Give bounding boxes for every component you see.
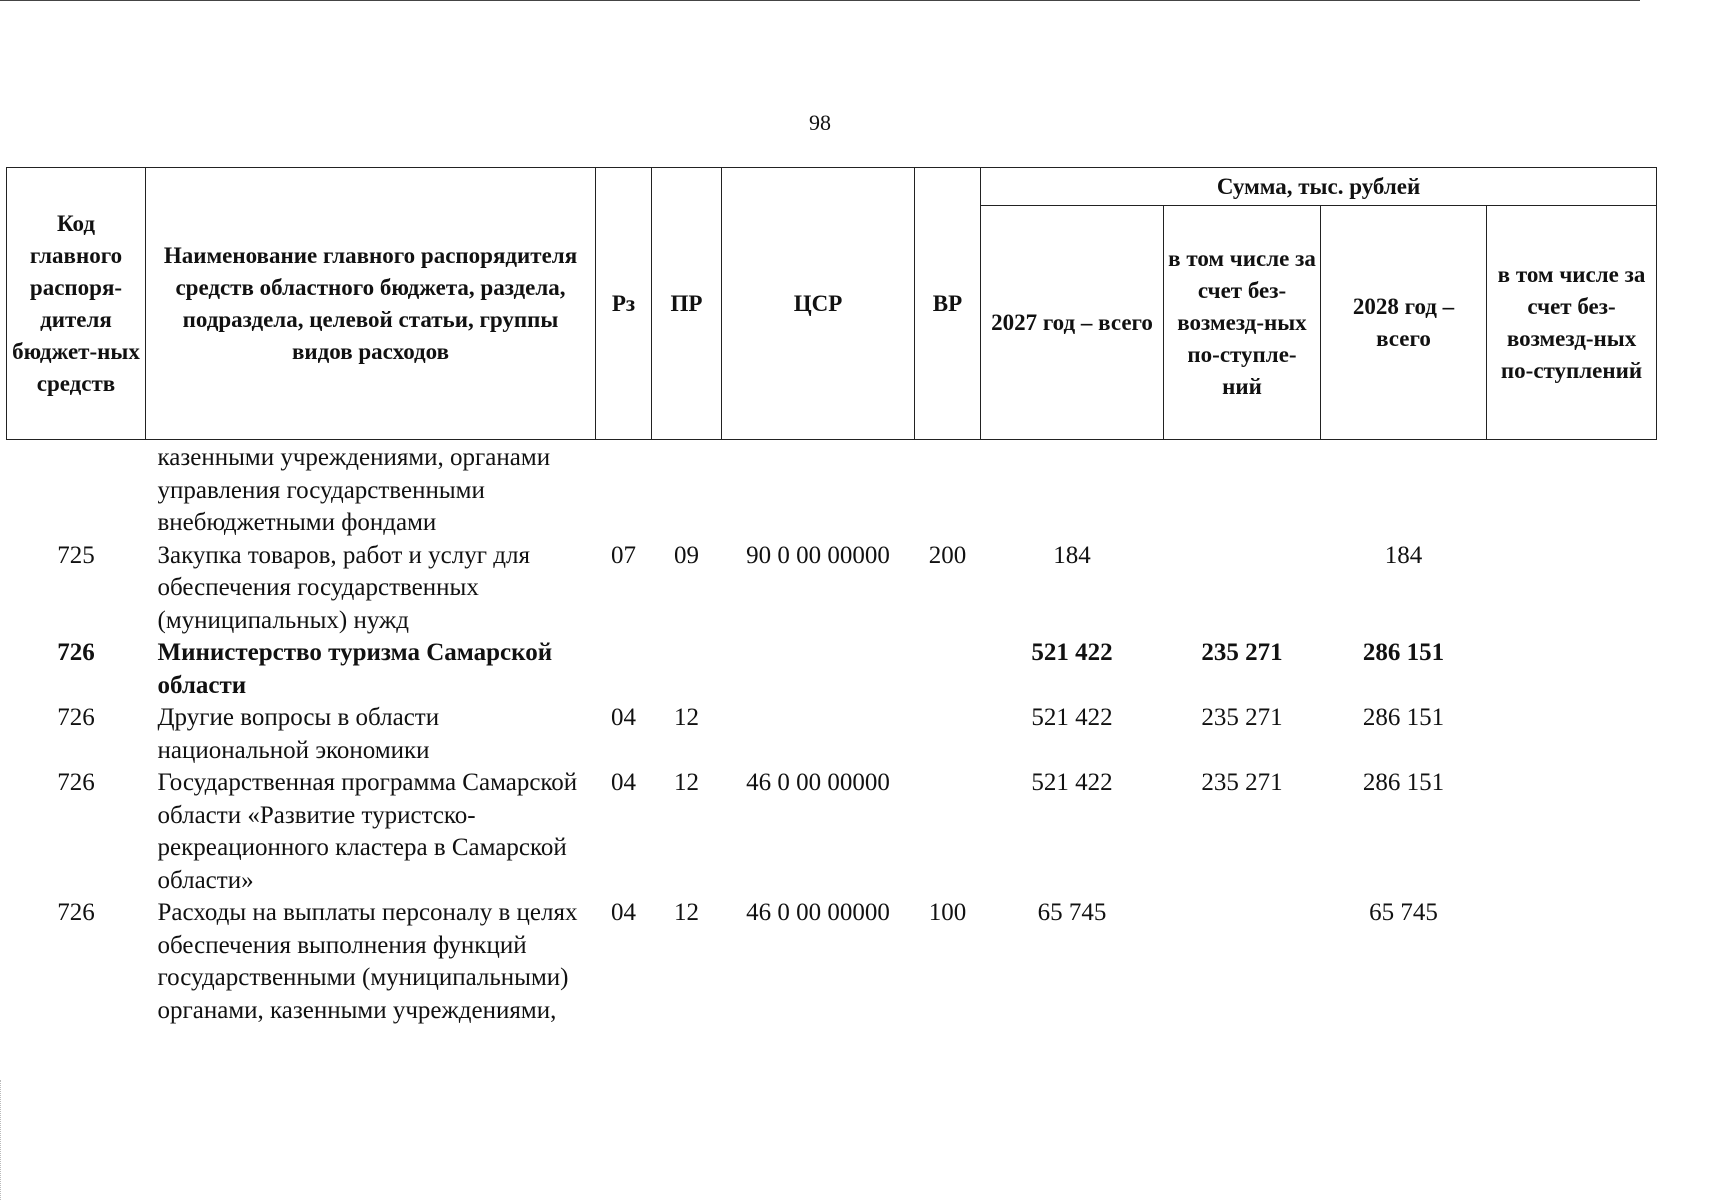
- header-name: Наименование главного распорядителя средств областного бюджета, раздела, подраздела, целевой статьи, группы видов расходов: [146, 168, 596, 440]
- header-sum-group: Сумма, тыс. рублей: [981, 168, 1657, 206]
- cell-2028-total: 184: [1384, 541, 1423, 569]
- header-2027-grants: в том числе за счет без-возмезд-ных по-ступле-ний: [1164, 206, 1321, 440]
- budget-table: [6, 167, 1657, 1027]
- cell-2028-grants: [1487, 897, 1657, 1027]
- cell-pr: 12: [674, 769, 699, 796]
- cell-name: Закупка товаров, работ и услуг для обеспечения государственных (муниципальных) нужд: [157, 541, 530, 634]
- cell-pr: 09: [674, 541, 699, 569]
- header-code: Код главного распоря-дителя бюджет-ных средств: [7, 168, 146, 440]
- cell-2028-total: 286 151: [1362, 639, 1445, 666]
- cell-csr: 90 0 00 00000: [746, 541, 890, 569]
- cell-csr: [722, 440, 915, 540]
- cell-2028-grants: [1487, 540, 1657, 638]
- cell-code: 726: [57, 639, 95, 666]
- cell-vr: [915, 702, 981, 767]
- header-pr: ПР: [652, 168, 722, 440]
- cell-code: 726: [57, 899, 95, 926]
- cell-2028-total: [1321, 440, 1487, 540]
- cell-2027-grants: 235 271: [1201, 639, 1283, 666]
- cell-2027-total: 521 422: [1031, 769, 1113, 796]
- table-row-ministry: [7, 637, 1657, 702]
- table-row: [7, 702, 1657, 767]
- cell-vr: 200: [928, 541, 967, 569]
- cell-csr: [722, 702, 915, 767]
- cell-rz: 04: [611, 899, 636, 926]
- cell-rz: [596, 440, 652, 540]
- table-row: [7, 897, 1657, 1027]
- cell-vr: [915, 440, 981, 540]
- cell-rz: [596, 637, 652, 702]
- cell-2027-total: 65 745: [1037, 899, 1107, 926]
- cell-vr: [915, 767, 981, 897]
- table-header: [7, 168, 1657, 440]
- cell-2028-total: 65 745: [1369, 899, 1438, 926]
- cell-csr: [722, 637, 915, 702]
- cell-code: 726: [57, 769, 95, 796]
- cell-2028-total: 286 151: [1362, 704, 1445, 731]
- cell-vr: [915, 637, 981, 702]
- cell-name: Расходы на выплаты персоналу в целях обеспечения выполнения функций государственными (муниципальными) органами, казенными учреждениями,: [157, 899, 578, 1024]
- cell-2027-grants: 235 271: [1201, 769, 1283, 796]
- cell-name: Другие вопросы в области национальной экономики: [157, 704, 440, 764]
- cell-2027-grants: 235 271: [1201, 704, 1283, 731]
- cell-csr: 46 0 00 00000: [746, 769, 890, 796]
- scan-edge-marks: [0, 1080, 3, 1200]
- cell-pr: 12: [674, 704, 699, 731]
- cell-code: 726: [57, 704, 95, 731]
- cell-2028-grants: [1487, 767, 1657, 897]
- cell-2027-total: [981, 440, 1164, 540]
- cell-2027-grants: [1164, 440, 1321, 540]
- header-2028-grants: в том числе за счет без-возмезд-ных по-ступлений: [1487, 206, 1657, 440]
- cell-pr: 12: [674, 899, 699, 926]
- cell-rz: 04: [611, 769, 636, 796]
- cell-csr: 46 0 00 00000: [746, 899, 890, 926]
- header-2027-total: 2027 год – всего: [981, 206, 1164, 440]
- header-rz: Рз: [596, 168, 652, 440]
- cell-2028-total: 286 151: [1362, 769, 1445, 796]
- budget-table-wrapper: [6, 167, 1656, 1027]
- cell-2027-total: 521 422: [1031, 704, 1113, 731]
- header-vr: ВР: [915, 168, 981, 440]
- cell-2028-grants: [1487, 637, 1657, 702]
- table-row: [7, 767, 1657, 897]
- page-number: 98: [809, 110, 831, 135]
- cell-rz: 07: [611, 541, 636, 569]
- header-2028-total: 2028 год – всего: [1321, 206, 1487, 440]
- cell-name: Министерство туризма Самарской области: [157, 639, 553, 699]
- cell-2028-grants: [1487, 440, 1657, 540]
- cell-code: 725: [57, 541, 95, 569]
- cell-pr: [652, 637, 722, 702]
- table-row: [7, 440, 1657, 540]
- cell-code: [7, 440, 146, 540]
- cell-2027-total: 184: [1053, 541, 1091, 569]
- table-body: [7, 440, 1657, 1028]
- cell-pr: [652, 440, 722, 540]
- cell-name: Государственная программа Самарской области «Развитие туристско-рекреационного кластера в Самарской области»: [157, 769, 578, 894]
- cell-2028-grants: [1487, 702, 1657, 767]
- top-rule: [0, 0, 1640, 1]
- cell-vr: 100: [928, 899, 967, 926]
- cell-rz: 04: [611, 704, 636, 731]
- cell-name: казенными учреждениями, органами управления государственными внебюджетными фондами: [157, 444, 551, 536]
- cell-2027-grants: [1164, 540, 1321, 638]
- table-row: [7, 540, 1657, 638]
- header-csr: ЦСР: [722, 168, 915, 440]
- cell-2027-grants: [1164, 897, 1321, 1027]
- cell-2027-total: 521 422: [1031, 639, 1113, 666]
